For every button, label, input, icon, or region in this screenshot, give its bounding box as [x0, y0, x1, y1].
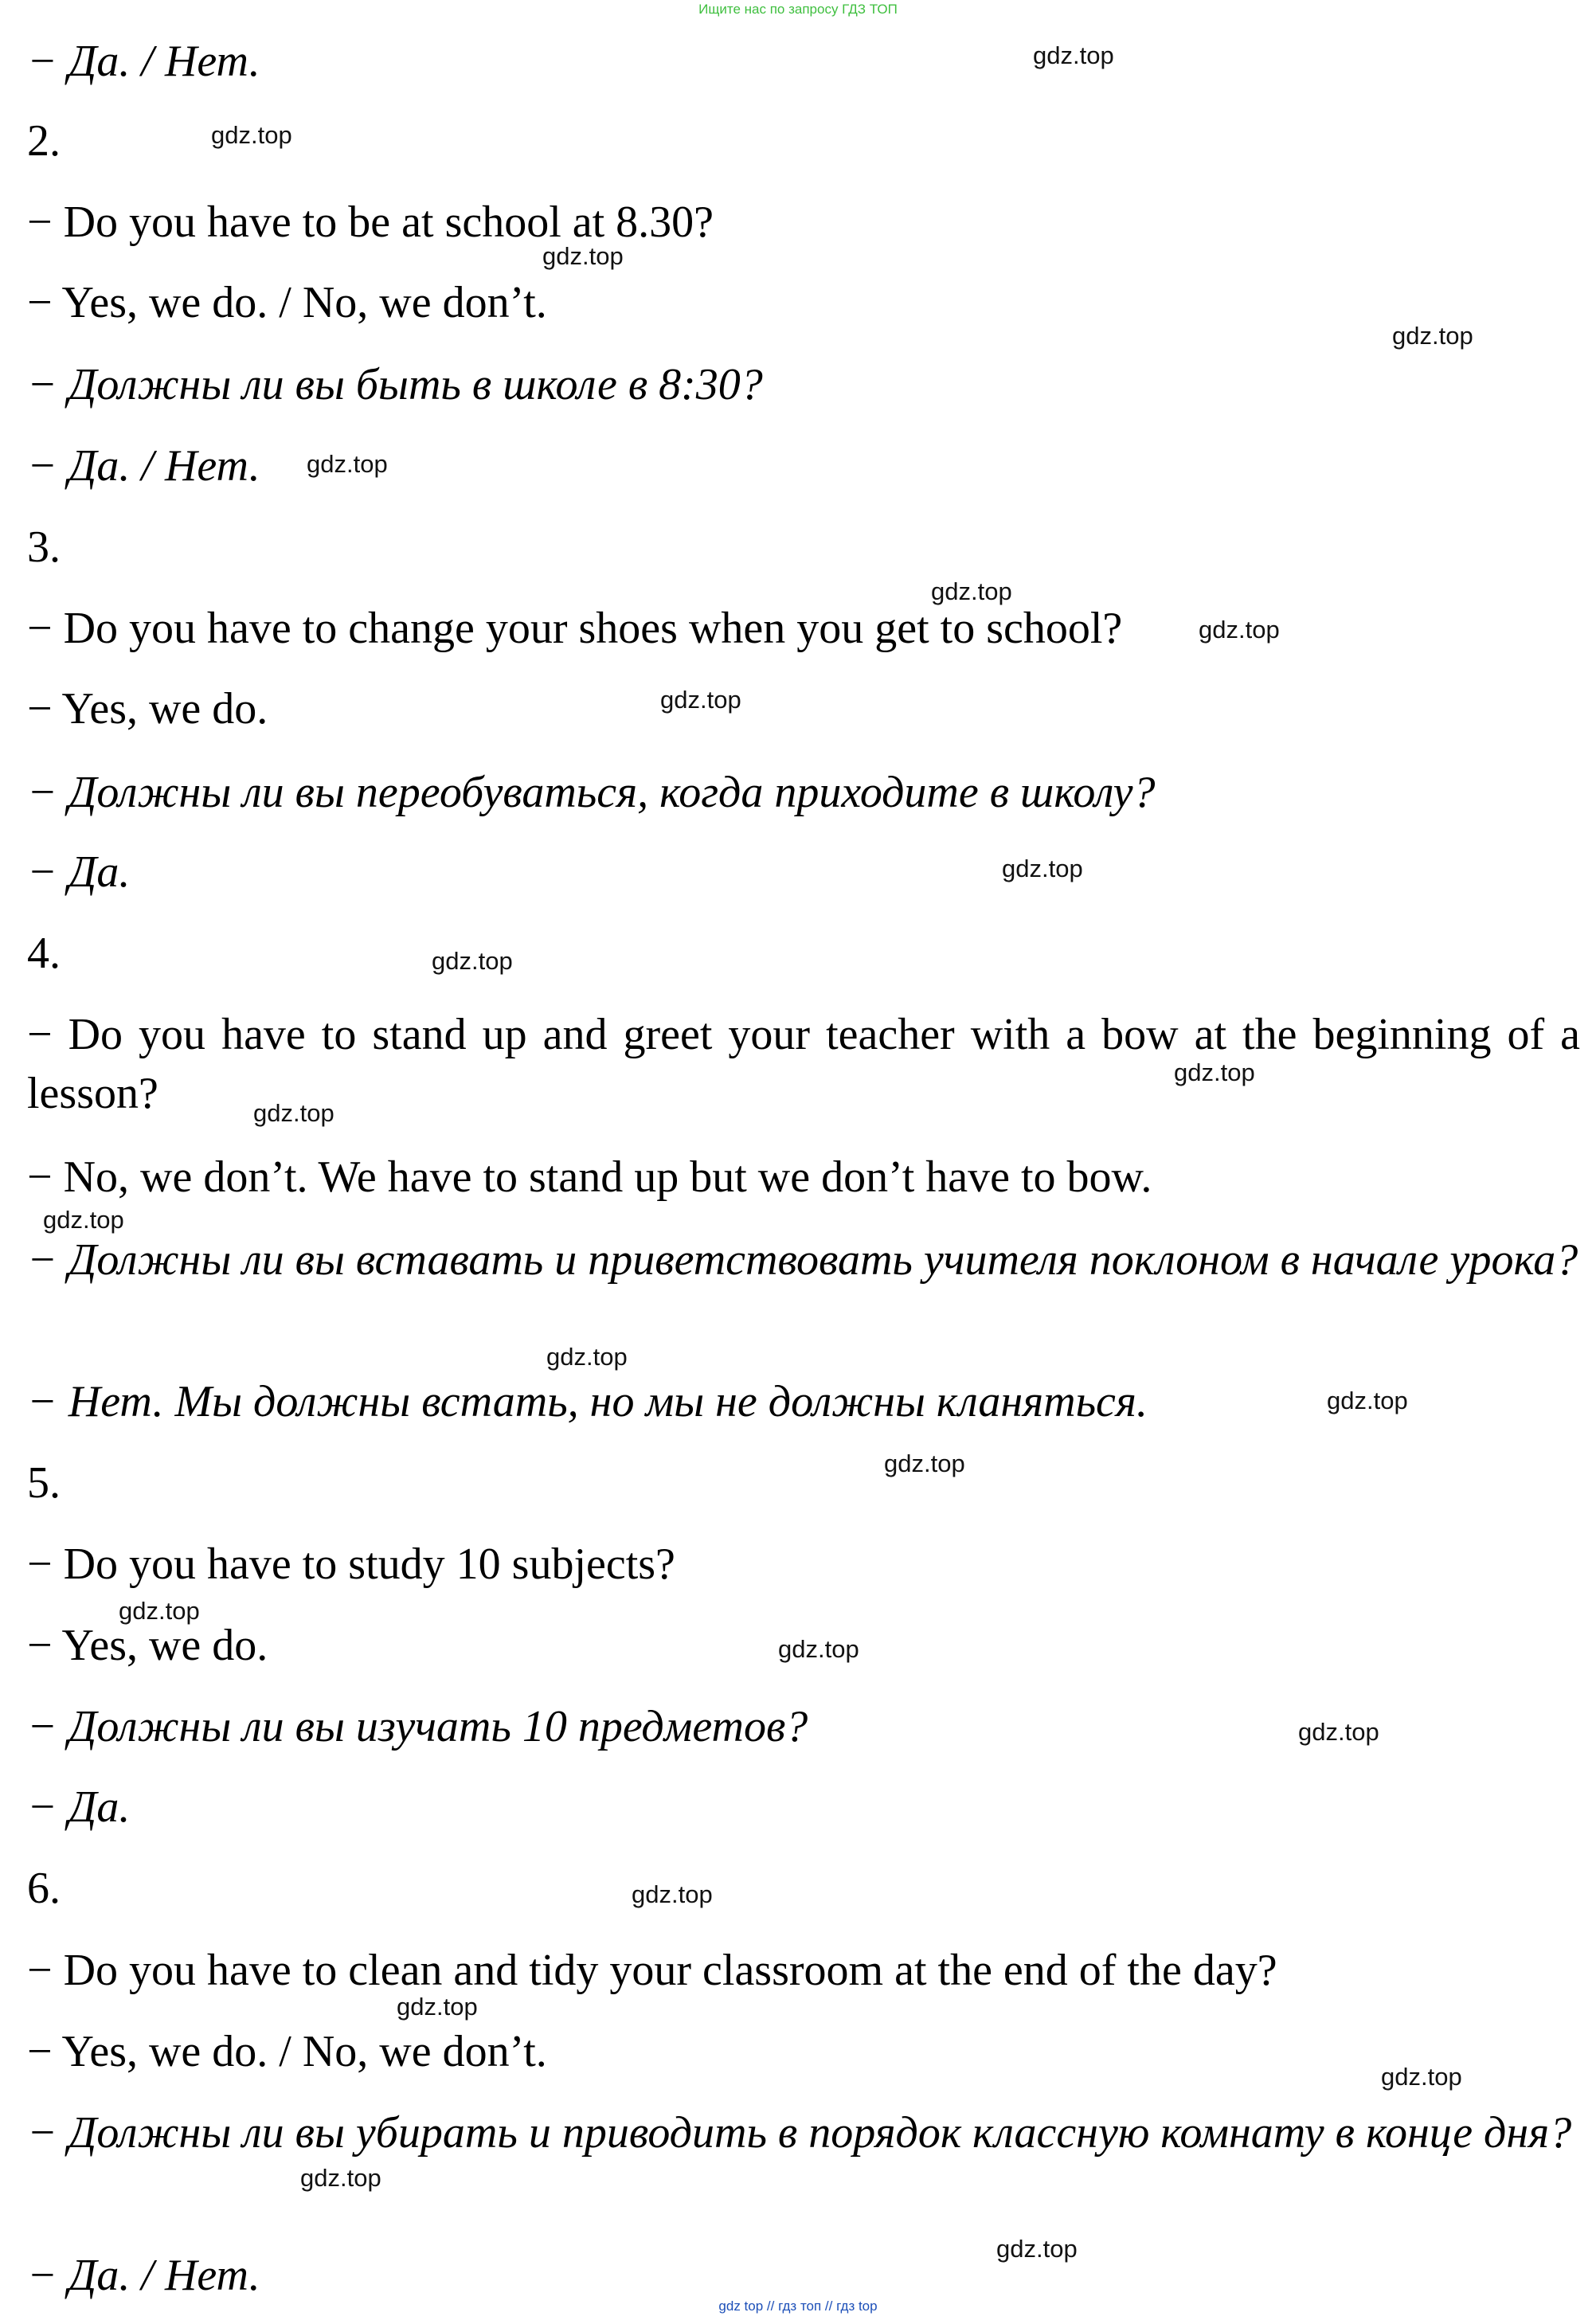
watermark: gdz.top	[1199, 616, 1280, 644]
watermark: gdz.top	[996, 2235, 1078, 2263]
watermark: gdz.top	[542, 242, 624, 270]
answer-line: − Да. / Нет.	[27, 37, 260, 86]
translation-line: − Должны ли вы быть в школе в 8:30?	[27, 360, 763, 409]
watermark: gdz.top	[632, 1880, 713, 1908]
translation-answer-line: − Нет. Мы должны встать, но мы не должны кланяться.	[27, 1377, 1148, 1426]
watermark: gdz.top	[1392, 322, 1473, 350]
watermark: gdz.top	[660, 686, 741, 714]
watermark: gdz.top	[1298, 1718, 1379, 1746]
watermark: gdz.top	[432, 947, 513, 975]
answer-line: − No, we don’t. We have to stand up but we don’t have to bow.	[27, 1152, 1152, 1202]
translation-line: − Должны ли вы переобуваться, когда приходите в школу?	[27, 768, 1156, 817]
item-number: 3.	[27, 522, 61, 572]
answer-line: − Yes, we do. / No, we don’t.	[27, 2027, 547, 2076]
watermark: gdz.top	[307, 450, 388, 478]
watermark: gdz.top	[1002, 855, 1083, 882]
item-number: 4.	[27, 929, 61, 978]
translation-line: − Должны ли вы изучать 10 предметов?	[27, 1702, 808, 1751]
top-banner: Ищите нас по запросу ГДЗ ТОП	[698, 2, 898, 17]
watermark: gdz.top	[397, 1993, 478, 2021]
question-line: − Do you have to clean and tidy your classroom at the end of the day?	[27, 1946, 1277, 1995]
watermark: gdz.top	[1327, 1387, 1408, 1414]
item-number: 5.	[27, 1458, 61, 1508]
question-line: − Do you have to change your shoes when you get to school?	[27, 604, 1123, 653]
item-number: 2.	[27, 116, 61, 166]
watermark: gdz.top	[1174, 1058, 1255, 1086]
question-line: − Do you have to stand up and greet your teacher with a bow at the beginning of a lesson?	[27, 1010, 1580, 1118]
item-number: 6.	[27, 1864, 61, 1913]
translation-line: − Должны ли вы вставать и приветствовать учителя поклоном в начале урока?	[27, 1235, 1578, 1285]
watermark: gdz.top	[884, 1450, 965, 1477]
translation-answer-line: − Да.	[27, 847, 131, 897]
translation-answer-line: − Да.	[27, 1782, 131, 1832]
watermark: gdz.top	[546, 1343, 628, 1371]
translation-answer-line: − Да. / Нет.	[27, 441, 260, 491]
watermark: gdz.top	[1381, 2063, 1462, 2091]
answer-line: − Yes, we do.	[27, 684, 268, 734]
question-line: − Do you have to be at school at 8.30?	[27, 198, 714, 247]
bottom-banner: gdz top // гдз топ // гдз top	[718, 2298, 878, 2314]
watermark: gdz.top	[931, 577, 1012, 605]
watermark: gdz.top	[1033, 41, 1114, 69]
watermark: gdz.top	[119, 1597, 200, 1625]
watermark: gdz.top	[300, 2164, 381, 2192]
watermark: gdz.top	[778, 1635, 859, 1663]
question-line: − Do you have to study 10 subjects?	[27, 1539, 675, 1589]
watermark: gdz.top	[211, 121, 292, 149]
translation-answer-line: − Да. / Нет.	[27, 2251, 260, 2300]
watermark: gdz.top	[43, 1206, 124, 1234]
answer-line: − Yes, we do.	[27, 1621, 268, 1670]
translation-line: − Должны ли вы убирать и приводить в порядок классную комнату в конце дня?	[27, 2108, 1572, 2158]
answer-line: − Yes, we do. / No, we don’t.	[27, 278, 547, 327]
watermark: gdz.top	[253, 1099, 334, 1127]
